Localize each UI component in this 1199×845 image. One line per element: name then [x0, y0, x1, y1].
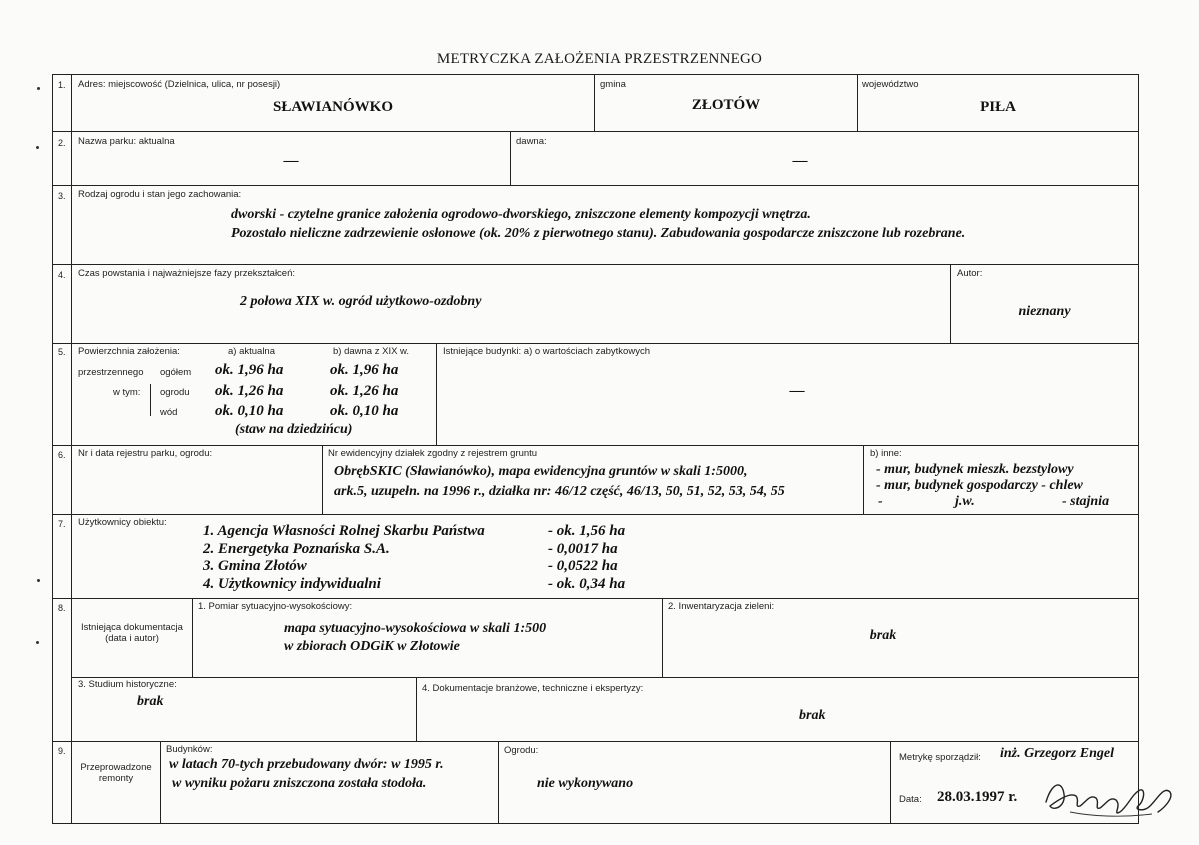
row-number: 1. [58, 80, 66, 90]
user-name: 1. Agencja Własności Rolnej Skarbu Państwa [203, 523, 485, 539]
doc-label-1: Istniejąca dokumentacja [81, 622, 183, 633]
row-number: 5. [58, 347, 66, 357]
margin-dot [36, 641, 39, 644]
inventory-value: brak [869, 628, 897, 643]
margin-dot [36, 146, 39, 149]
park-name-current-label: Nazwa parku: aktualna [78, 136, 175, 147]
other-line3-jw: j.w. [955, 494, 975, 509]
park-name-former-label: dawna: [516, 136, 547, 147]
other-line2: - mur, budynek gospodarczy - chlew [876, 478, 1083, 493]
parcel-line1: ObrębSKIC (Sławianówko), mapa ewidencyjna gruntów w skali 1:5000, [334, 464, 748, 479]
area-row-label: wód [160, 407, 178, 418]
wojewodztwo-value: PIŁA [980, 99, 1016, 115]
register-label: Nr i data rejestru parku, ogrodu: [78, 448, 213, 459]
area-row-b: ok. 1,26 ha [330, 383, 399, 399]
area-row-b: ok. 0,10 ha [330, 403, 399, 419]
margin-dot [37, 579, 40, 582]
area-note: (staw na dziedzińcu) [235, 422, 353, 437]
other-line3-stable: - stajnia [1062, 494, 1110, 509]
garden-repair-value: nie wykonywano [537, 776, 634, 791]
buildings-label: Istniejące budynki: a) o wartościach zabytkowych [443, 346, 650, 357]
history-label: 3. Studium historyczne: [78, 679, 177, 690]
user-area: - ok. 1,56 ha [548, 523, 626, 539]
row-number: 7. [58, 519, 66, 529]
date-value: 28.03.1997 r. [937, 789, 1018, 805]
author-label: Autor: [957, 268, 983, 279]
parcel-line2: ark.5, uzupełn. na 1996 r., działka nr: 46/12 część, 46/13, 50, 51, 52, 53, 54, 55 [334, 484, 785, 499]
user-area: - ok. 0,34 ha [548, 576, 626, 592]
garden-repair-label: Ogrodu: [504, 745, 539, 756]
inventory-label: 2. Inwentaryzacja zieleni: [668, 601, 775, 612]
parcel-label: Nr ewidencyjny działek zgodny z rejestrem gruntu [328, 448, 538, 459]
area-row-a: ok. 1,96 ha [215, 362, 284, 378]
origin-label: Czas powstania i najważniejsze fazy przekształceń: [78, 268, 296, 279]
area-row-a: ok. 1,26 ha [215, 383, 284, 399]
address-value: SŁAWIANÓWKO [272, 99, 394, 115]
repairs-label-1: Przeprowadzone [80, 762, 152, 773]
user-name: 3. Gmina Złotów [203, 558, 307, 574]
wojewodztwo-label: województwo [862, 79, 919, 90]
row-number: 6. [58, 450, 66, 460]
user-name: 4. Użytkownicy indywidualni [203, 576, 381, 592]
users-label: Użytkownicy obiektu: [78, 517, 167, 528]
row-number: 4. [58, 270, 66, 280]
area-row-a: ok. 0,10 ha [215, 403, 284, 419]
park-name-former-value: — [792, 153, 808, 169]
buildings-repair-label: Budynków: [166, 744, 213, 755]
branch-label: 4. Dokumentacje branżowe, techniczne i ekspertyzy: [422, 683, 644, 694]
other-line1: - mur, budynek mieszk. bezstylowy [876, 462, 1074, 477]
area-przestrzennego: przestrzennego [78, 367, 144, 378]
doc-label-2: (data i autor) [105, 633, 159, 644]
page-title: METRYCZKA ZAŁOŻENIA PRZESTRZENNEGO [436, 51, 763, 67]
survey-line2: w zbiorach ODGiK w Złotowie [284, 639, 460, 654]
buildings-repair-line2: w wyniku pożaru zniszczona została stodoła. [172, 776, 427, 791]
address-label: Adres: miejscowość (Dzielnica, ulica, nr posesji) [78, 79, 281, 90]
survey-label: 1. Pomiar sytuacyjno-wysokościowy: [198, 601, 353, 612]
margin-dot [37, 87, 40, 90]
user-area: - 0,0017 ha [548, 541, 618, 557]
gmina-label: gmina [600, 79, 626, 90]
row-number: 3. [58, 191, 66, 201]
survey-line1: mapa sytuacyjno-wysokościowa w skali 1:500 [284, 621, 547, 636]
user-name: 2. Energetyka Poznańska S.A. [203, 541, 390, 557]
origin-value: 2 połowa XIX w. ogród użytkowo-ozdobny [240, 294, 482, 309]
row-number: 2. [58, 138, 66, 148]
area-label: Powierzchnia założenia: [78, 346, 180, 357]
area-row-label: ogrodu [160, 387, 190, 398]
row-number: 8. [58, 603, 66, 613]
gmina-value: ZŁOTÓW [691, 97, 761, 113]
garden-type-line2: Pozostało nieliczne zadrzewienie osłonowe (ok. 20% z pierwotnego stanu). Zabudowania gospodarcze zniszczone lub rozebrane. [231, 226, 966, 241]
history-value: brak [137, 694, 164, 709]
other-label: b) inne: [870, 448, 902, 459]
park-name-current-value: — [283, 153, 299, 169]
garden-type-line1: dworski - czytelne granice założenia ogrodowo-dworskiego, zniszczone elementy kompozycji wnętrza. [231, 207, 811, 222]
area-row-label: ogółem [160, 367, 192, 378]
prepared-by-label: Metrykę sporządził: [899, 752, 981, 763]
area-col-a: a) aktualna [228, 346, 276, 357]
user-area: - 0,0522 ha [548, 558, 618, 574]
other-line3-dash: - [878, 494, 883, 509]
row-number: 9. [58, 746, 66, 756]
date-label: Data: [899, 794, 922, 805]
prepared-by-value: inż. Grzegorz Engel [1000, 746, 1114, 761]
repairs-label-2: remonty [98, 773, 134, 784]
signature-icon [1040, 772, 1180, 832]
area-row-b: ok. 1,96 ha [330, 362, 399, 378]
area-col-b: b) dawna z XIX w. [333, 346, 410, 357]
buildings-repair-line1: w latach 70-tych przebudowany dwór: w 1995 r. [169, 757, 444, 772]
author-value: nieznany [1018, 304, 1071, 319]
branch-value: brak [799, 708, 826, 723]
buildings-value: — [789, 383, 805, 399]
area-w-tym: w tym: [113, 387, 141, 398]
garden-type-label: Rodzaj ogrodu i stan jego zachowania: [78, 189, 242, 200]
